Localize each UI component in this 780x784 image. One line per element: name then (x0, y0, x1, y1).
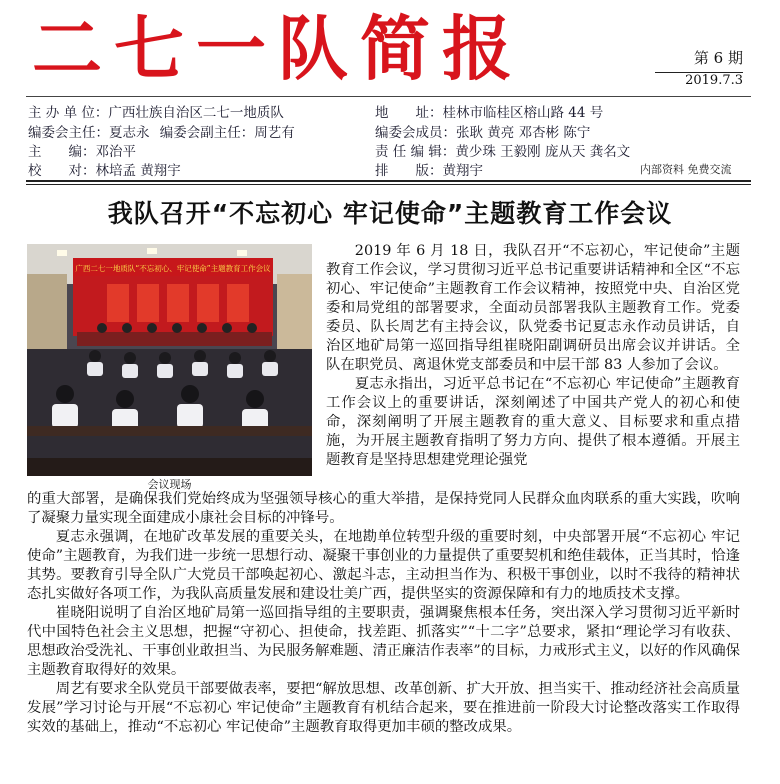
editorial-deputy-value: 周艺有 (254, 125, 295, 141)
newsletter-title: 二七一队简报 (32, 7, 524, 90)
chief-editor-value: 邓治平 (95, 144, 136, 160)
address-line (375, 104, 603, 122)
responsible-editors-line (375, 143, 630, 161)
article-body-right-column (326, 242, 740, 470)
photo-caption: 会议现场 (147, 478, 192, 491)
responsible-editors-label: 责 任 编 辑： (375, 144, 456, 160)
responsible-editors-value: 黄少珠 王毅刚 庞从天 龚名文 (455, 144, 631, 160)
photo-banner-text: 广西二七一地质队“不忘初心、牢记使命”主题教育工作会议 (75, 264, 271, 273)
sponsor-line (28, 104, 284, 122)
paragraph-continuation: 的重大部署，是确保我们党始终成为坚强领导核心的重大举措，是保持党同人民群众血肉联系的重大实践，吹响了凝聚力量实现全面建成小康社会目标的冲锋号。 (27, 491, 740, 526)
sponsor-value: 广西壮族自治区二七一地质队 (108, 105, 284, 121)
chief-editor-line (28, 143, 136, 161)
chief-editor-label: 主 编： (28, 144, 96, 160)
committee-line (375, 124, 590, 142)
sponsor-label: 主 办 单 位： (28, 105, 109, 121)
meeting-photo-illustration (27, 244, 312, 476)
internal-material-note: 内部资料 免费交流 (640, 163, 732, 176)
proofread-label: 校 对： (28, 163, 96, 179)
masthead-rule (26, 96, 751, 97)
layout-label: 排 版： (375, 163, 443, 179)
address-value: 桂林市临桂区榕山路 44 号 (442, 105, 604, 121)
paragraph: 2019 年 6 月 18 日，我队召开“不忘初心，牢记使命”主题教育工作会议，学习贯彻习近平总书记重要讲话精神和全区“不忘初心、牢记使命”主题教育工作会议精神，按照党中央、自治区党委和局党组的部署要求，全面动员部署我队主题教育工作。党委委员、队长周艺有主持会议，队党委书记夏志永作动员讲话，自治区地矿局第一巡回指导组崔晓阳副调研员出席会议并讲话。全队在职党员、离退休党支部委员和中层干部 83 人参加了会议。 (326, 243, 740, 373)
meeting-photo (27, 244, 312, 476)
article-headline: 我队召开“不忘初心 牢记使命”主题教育工作会议 (107, 199, 673, 228)
committee-value: 张耿 黄亮 邓杏彬 陈宁 (456, 125, 591, 141)
article-body-full-width (27, 490, 740, 737)
info-rule-thin (26, 184, 751, 185)
issue-number: 第 6 期 (693, 49, 743, 67)
editorial-director-label: 编委会主任： (28, 125, 109, 141)
layout-line (375, 162, 483, 180)
issue-date: 2019.7.3 (655, 72, 743, 89)
paragraph: 周艺有要求全队党员干部要做表率，要把“解放思想、改革创新、扩大开放、担当实干、推动经济社会高质量发展”学习讨论与开展“不忘初心 牢记使命”主题教育有机结合起来，要在推进前一阶段大讨论整改落实工作取得实效的基础上，推动“不忘初心 牢记使命”主题教育取得更加丰硕的整改成果。 (27, 681, 740, 735)
editorial-director-value: 夏志永 (109, 125, 150, 141)
editorial-director-line (28, 124, 295, 142)
committee-label: 编委会成员： (375, 125, 456, 141)
masthead (32, 8, 592, 90)
paragraph: 夏志永强调，在地矿改革发展的重要关头，在地勘单位转型升级的重要时刻，中央部署开展“不忘初心 牢记使命”主题教育，为我们进一步统一思想行动、凝聚干事创业的力量提供了重要契机和绝佳载体，正当其时，恰逢其势。要教育引导全队广大党员干部唤起初心、激起斗志，主动担当作为、积极干事创业，以时不我待的精神状态扎实做好各项工作，为我队高质量发展和建设壮美广西，提供坚实的资源保障和有力的地质技术支撑。 (27, 529, 740, 602)
editorial-deputy-label: 编委会副主任： (159, 125, 255, 141)
proofread-line (28, 162, 181, 180)
address-label: 地 址： (375, 105, 443, 121)
paragraph: 夏志永指出，习近平总书记在“不忘初心 牢记使命”主题教育工作会议上的重要讲话，深刻阐述了中国共产党人的初心和使命，深刻阐明了开展主题教育的重大意义、目标要求和重点措施，为开展主题教育指明了努力方向、提供了根本遵循。开展主题教育是坚持思想建党理论强党 (326, 376, 740, 468)
info-rule-thick (26, 180, 751, 182)
layout-value: 黄翔宇 (442, 163, 483, 179)
paragraph: 崔晓阳说明了自治区地矿局第一巡回指导组的主要职责，强调聚焦根本任务，突出深入学习贯彻习近平新时代中国特色社会主义思想，把握“守初心、担使命，找差距、抓落实”“十二字”总要求，紧扣“理论学习有收获、思想政治受洗礼、干事创业敢担当、为民服务解难题、清正廉洁作表率”的目标，力戒形式主义，以好的作风确保主题教育取得好的效果。 (27, 605, 740, 678)
proofread-value: 林培孟 黄翔宇 (95, 163, 181, 179)
